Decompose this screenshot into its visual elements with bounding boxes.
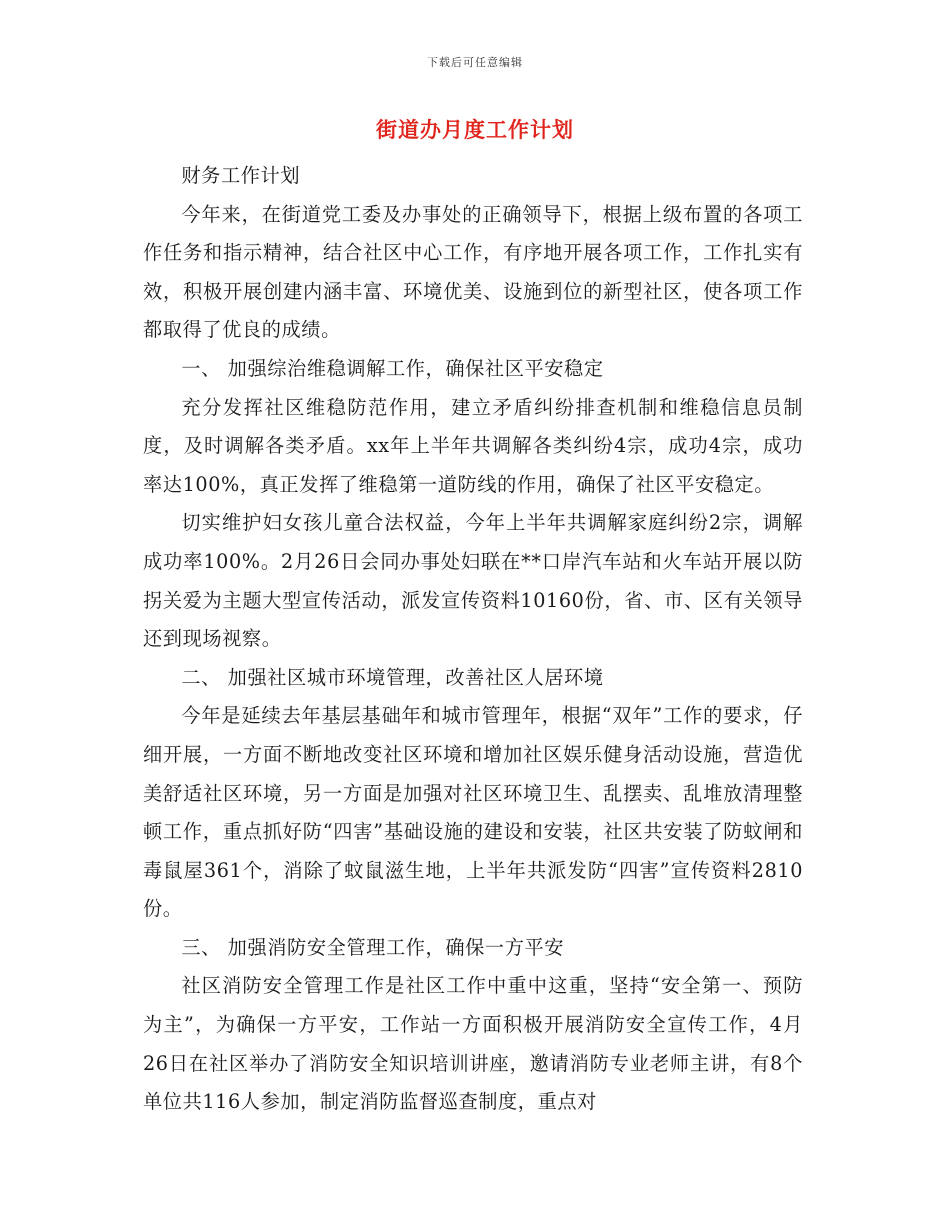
document-body <box>143 157 803 1122</box>
paragraph-environment: 今年是延续去年基层基础年和城市管理年，根据“双年”工作的要求，仔细开展，一方面不断地改变社区环境和增加社区娱乐健身活动设施，营造优美舒适社区环境，另一方面是加强对社区环境卫生、乱摆卖、乱堆放清理整顿工作，重点抓好防“四害”基础设施的建设和安装，社区共安装了防蚊闸和毒鼠屋361个，消除了蚊鼠滋生地，上半年共派发防“四害”宣传资料2810份。 <box>143 704 803 921</box>
paragraph-women-children: 切实维护妇女孩儿童合法权益，今年上半年共调解家庭纠纷2宗，调解成功率100%。2月26日会同办事处妇联在**口岸汽车站和火车站开展以防拐关爱为主题大型宣传活动，派发宣传资料10160份，省、市、区有关领导还到现场视察。 <box>143 511 803 651</box>
section-heading-3: 三、 加强消防安全管理工作，确保一方平安 <box>181 935 565 959</box>
paragraph-mediation: 充分发挥社区维稳防范作用，建立矛盾纠纷排查机制和维稳信息员制度，及时调解各类矛盾。xx年上半年共调解各类纠纷4宗，成功4宗，成功率达100%，真正发挥了维稳第一道防线的作用，确保了社区平安稳定。 <box>143 395 803 496</box>
document-title: 街道办月度工作计划 <box>376 117 574 142</box>
section-heading-2: 二、 加强社区城市环境管理，改善社区人居环境 <box>181 665 604 689</box>
document-subtitle: 财务工作计划 <box>181 164 301 187</box>
paragraph-intro: 今年来，在街道党工委及办事处的正确领导下，根据上级布置的各项工作任务和指示精神，结合社区中心工作，有序地开展各项工作，工作扎实有效，积极开展创建内涵丰富、环境优美、设施到位的新型社区，使各项工作都取得了优良的成绩。 <box>143 202 803 342</box>
section-heading-1: 一、 加强综治维稳调解工作，确保社区平安稳定 <box>181 356 604 380</box>
paragraph-fire-safety: 社区消防安全管理工作是社区工作中重中这重，坚持“安全第一、预防为主”，为确保一方平安，工作站一方面积极开展消防安全宣传工作，4月26日在社区举办了消防安全知识培训讲座，邀请消防专业老师主讲，有8个单位共116人参加，制定消防监督巡查制度，重点对 <box>143 974 803 1114</box>
header-note: 下载后可任意编辑 <box>427 56 523 69</box>
